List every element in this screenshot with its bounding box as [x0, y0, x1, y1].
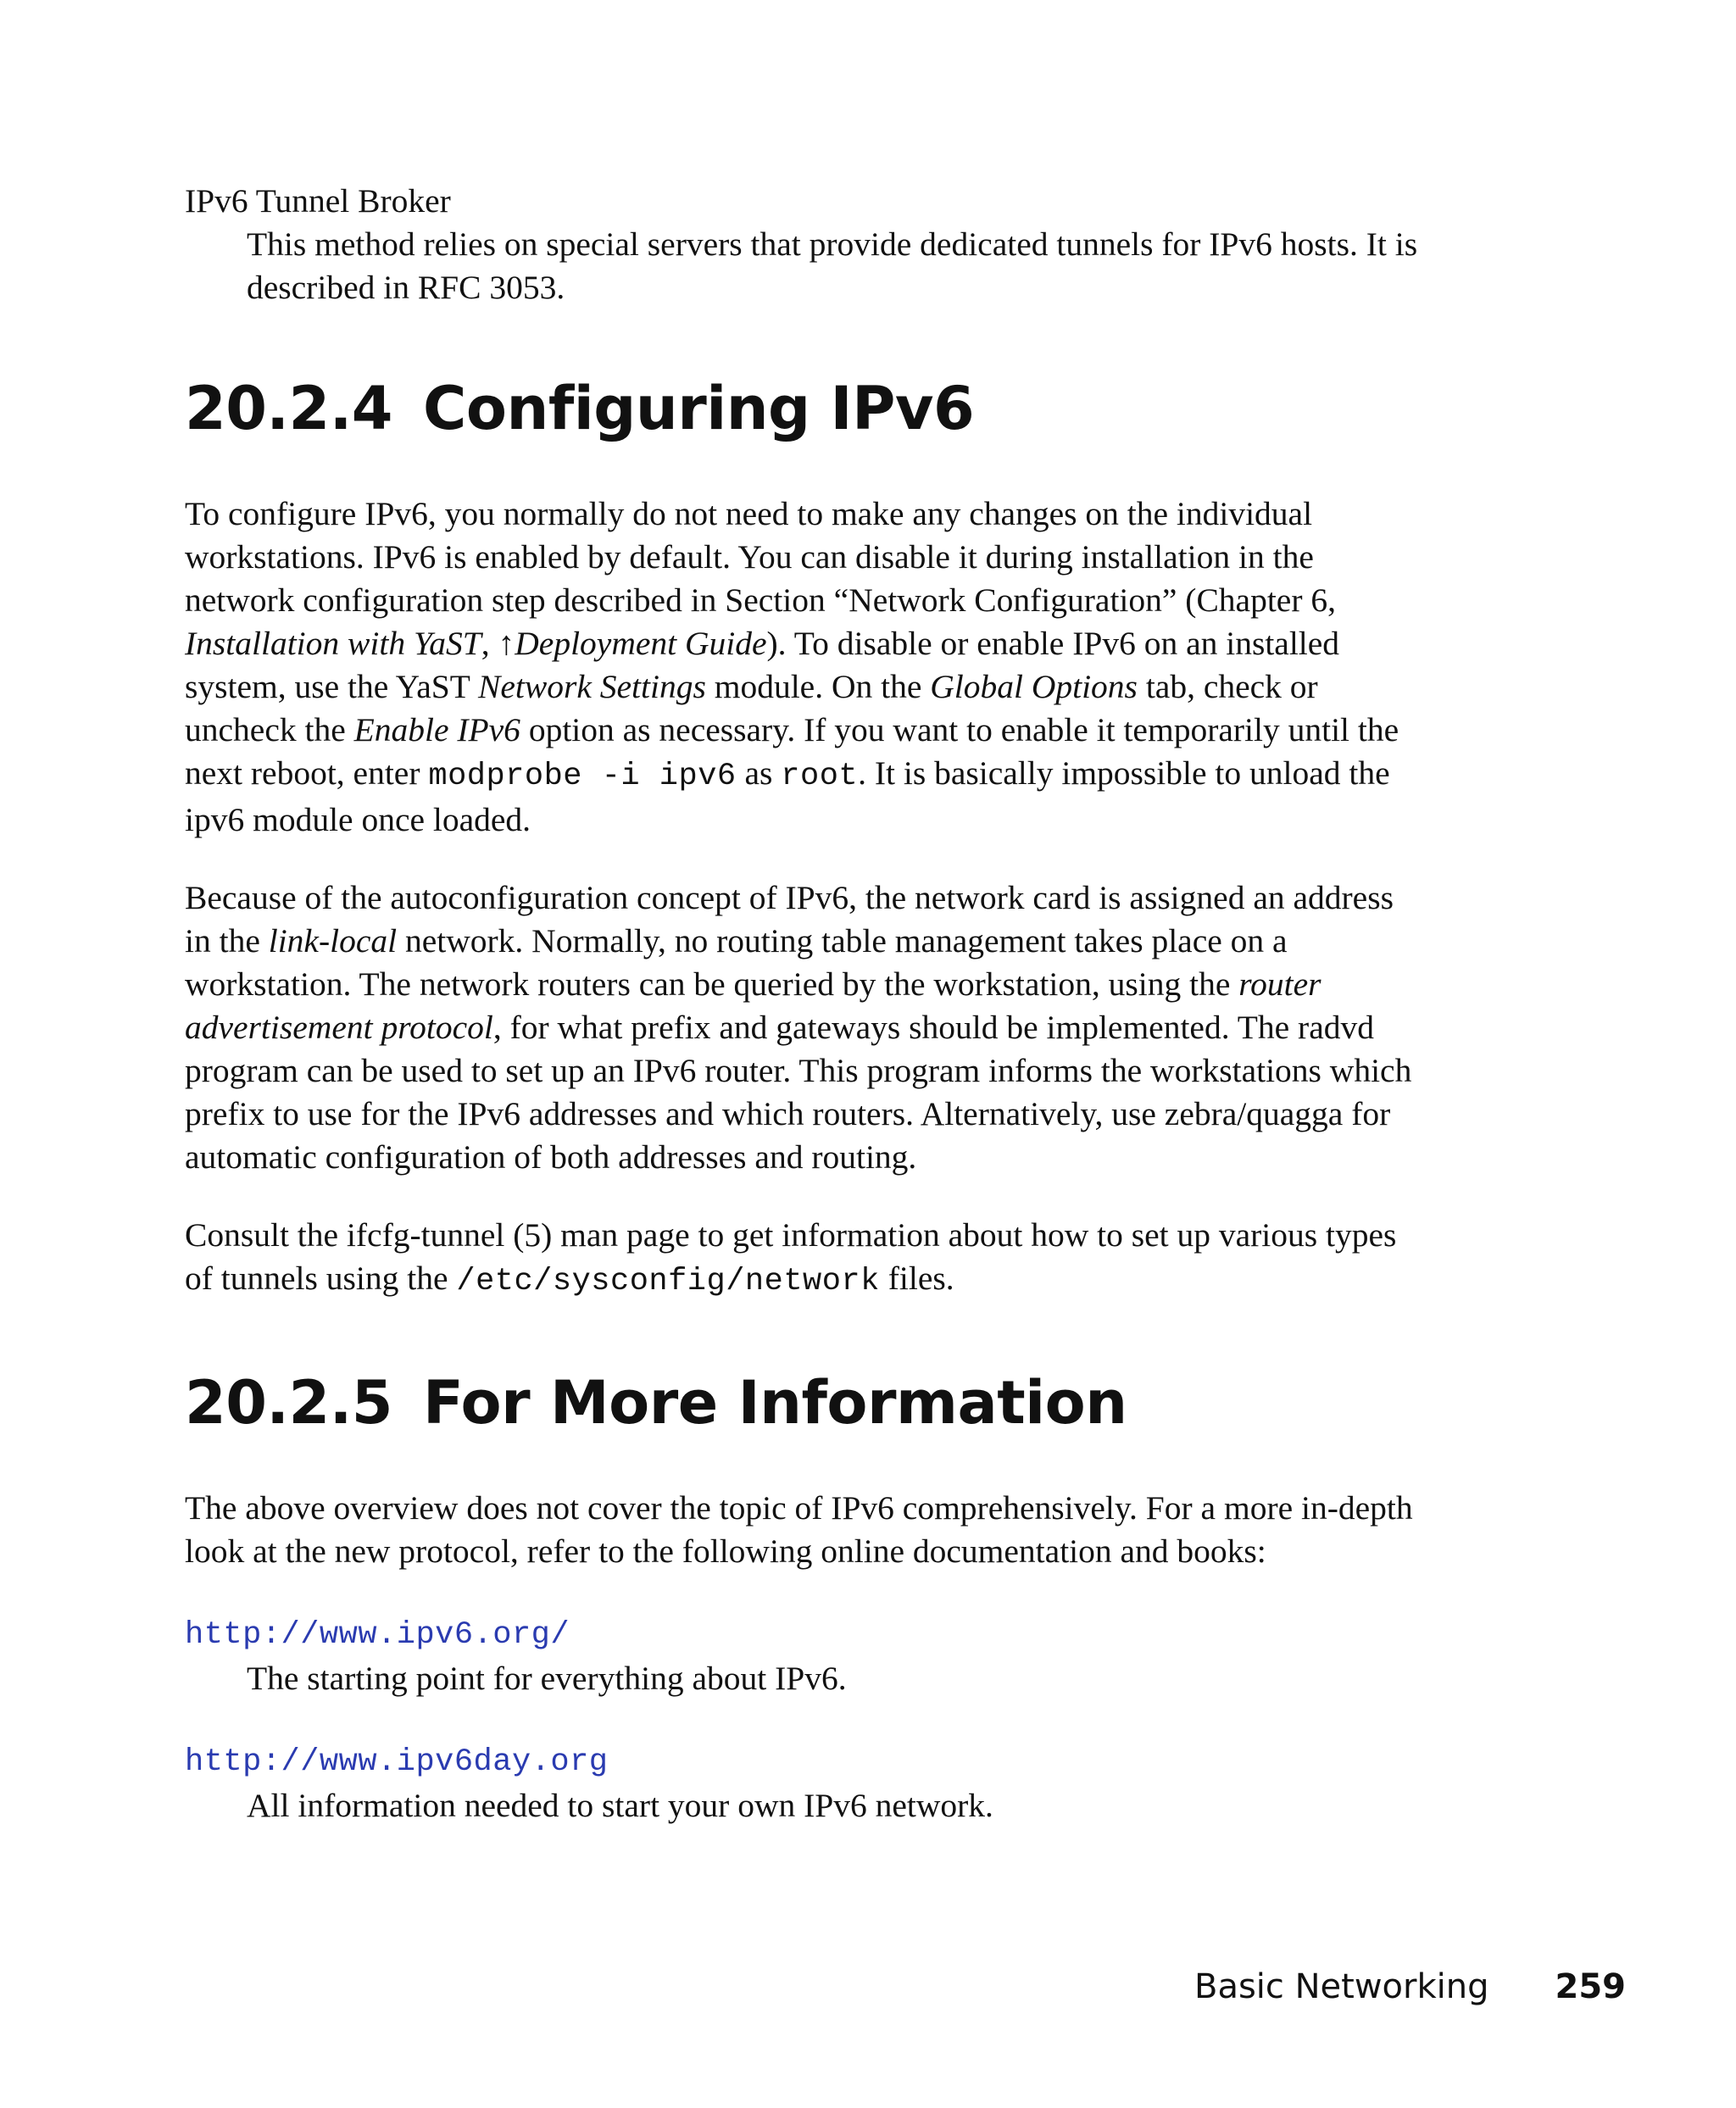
text-run: as: [736, 754, 782, 792]
text-run: , ↑: [481, 625, 515, 662]
footer-chapter-title: Basic Networking: [1194, 1967, 1489, 2006]
module-name-italic: Network Settings: [478, 668, 706, 705]
definition-term: IPv6 Tunnel Broker: [185, 182, 451, 220]
section-number: 20.2.5: [185, 1368, 393, 1438]
guide-title-italic: Deployment Guide: [515, 625, 767, 662]
text-run: Consult the ifcfg-tunnel (5) man page to get information about how to set up various types of tunnels using the: [185, 1216, 1397, 1297]
text-run: Because of the autoconfiguration concept of IPv6, the network card is assigned an address in the: [185, 879, 1394, 959]
page-number: 259: [1555, 1967, 1626, 2006]
section-heading-more-information: [185, 1365, 1422, 1441]
user-code: root: [781, 759, 859, 794]
option-name-italic: Enable IPv6: [353, 711, 520, 748]
text-run: , for what prefix and gateways should be implemented. The radvd program can be used to set up an IPv6 router. This program informs the workstations which prefix to use for the IPv6 addresses and which routers. Alternatively, use zebra/quagga for automatic configuration of both addresses and routing.: [185, 1009, 1412, 1176]
page-footer: [1194, 1965, 1626, 2009]
paragraph-autoconfiguration: [185, 876, 1422, 1179]
section-title: Configuring IPv6: [423, 374, 975, 443]
text-run: module. On the: [705, 668, 931, 705]
text-run: . It is basically impossible to unload the ipv6 module once loaded.: [185, 754, 1390, 838]
text-run: files.: [879, 1260, 954, 1297]
paragraph-ifcfg-tunnel: [185, 1214, 1422, 1304]
text-run: tab, check or uncheck the: [185, 668, 1318, 748]
paragraph-overview: The above overview does not cover the topic of IPv6 comprehensively. For a more in-depth look at the new protocol, refer to the following online documentation and books:: [185, 1489, 1413, 1570]
section-heading-configuring-ipv6: [185, 370, 1422, 447]
link-entry: [185, 1614, 1422, 1700]
tab-name-italic: Global Options: [930, 668, 1138, 705]
term-italic: link-local: [268, 922, 398, 959]
link-entry: [185, 1741, 1422, 1827]
paragraph-configure-ipv6: [185, 492, 1422, 842]
definition-description: This method relies on special servers that provide dedicated tunnels for IPv6 hosts. It is described in RFC 3053.: [247, 225, 1418, 306]
command-code: modprobe -i ipv6: [428, 759, 737, 794]
page-content: [185, 180, 1422, 1827]
text-run: To configure IPv6, you normally do not need to make any changes on the individual workstations. IPv6 is enabled by default. You can disable it during installation in the network configuration step described in Section “Network Configuration” (Chapter 6,: [185, 495, 1336, 619]
link-description: The starting point for everything about IPv6.: [247, 1660, 847, 1697]
text-run: ). To disable or enable IPv6 on an installed system, use the YaST: [185, 625, 1340, 705]
link-ipv6day-org[interactable]: http://www.ipv6day.org: [185, 1744, 609, 1780]
book-title-italic: Installation with YaST: [185, 625, 481, 662]
section-title: For More Information: [423, 1368, 1127, 1438]
term-italic: router advertisement protocol: [185, 965, 1321, 1046]
text-run: option as necessary. If you want to enable it temporarily until the next reboot, enter: [185, 711, 1399, 792]
text-run: network. Normally, no routing table management takes place on a workstation. The network routers can be queried by the workstation, using the: [185, 922, 1288, 1003]
path-code: /etc/sysconfig/network: [456, 1264, 880, 1299]
section-number: 20.2.4: [185, 374, 393, 443]
link-description: All information needed to start your own IPv6 network.: [247, 1787, 993, 1824]
link-ipv6-org[interactable]: http://www.ipv6.org/: [185, 1617, 570, 1653]
